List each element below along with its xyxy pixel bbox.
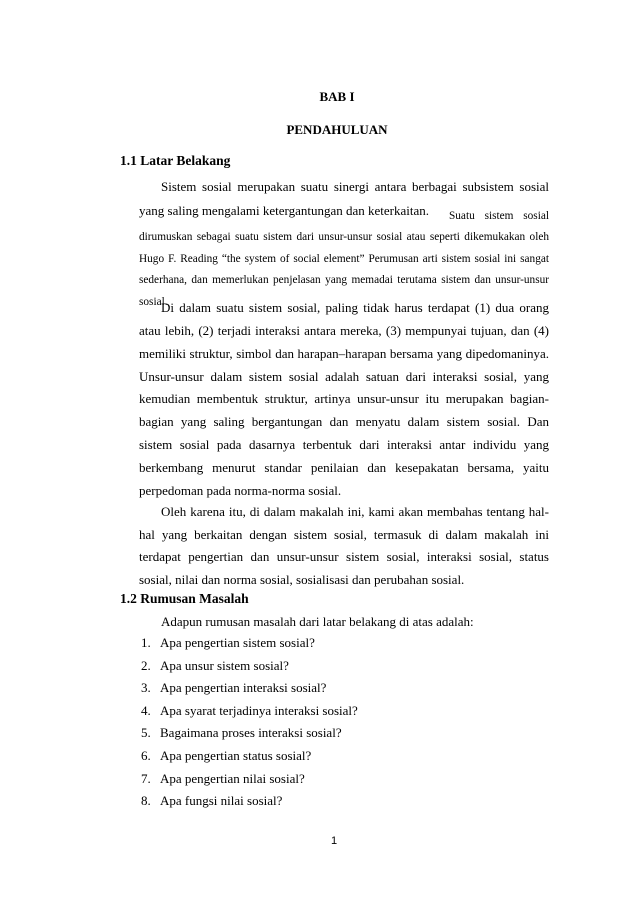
section-heading-latar-belakang: 1.1 Latar Belakang [120,153,231,168]
list-item: 5. Bagaimana proses interaksi sosial? [141,725,342,741]
paragraph-3: Oleh karena itu, di dalam makalah ini, kami akan membahas tentang hal-hal yang berkaitan dengan sistem sosial, termasuk di dalam makalah ini terdapat pengertian dan unsur-unsur sistem sosial, interaksi sosial, status sosial, nilai dan norma sosial, sosialisasi dan perubahan sosial. [139,504,549,588]
list-item: 6. Apa pengertian status sosial? [141,747,312,763]
chapter-number: BAB I [319,89,355,104]
list-item: 2. Apa unsur sistem sosial? [141,657,289,673]
list-item: 1. Apa pengertian sistem sosial? [141,635,315,650]
list-item: 8. Apa fungsi nilai sosial? [141,793,283,809]
rumusan-list [141,632,358,813]
chapter-title: PENDAHULUAN [286,122,388,137]
rumusan-intro: Adapun rumusan masalah dari latar belakang di atas adalah: [161,614,474,629]
list-item: 3. Apa pengertian interaksi sosial? [141,680,327,696]
paragraph-1a: Sistem sosial merupakan suatu sinergi antara berbagai subsistem sosial yang saling mengalami ketergantungan dan keterkaitan. [139,179,549,218]
paragraph-2: Di dalam suatu sistem sosial, paling tidak harus terdapat (1) dua orang atau lebih, (2) terjadi interaksi antara mereka, (3) mempunyai tujuan, dan (4) memiliki struktur, simbol dan harapan–harapan bersama yang dipedomaninya. Unsur-unsur dalam sistem sosial adalah satuan dari interaksi sosial, yang kemudian membentuk struktur, artinya unsur-unsur itu merupakan bagian-bagian yang saling bergantungan dan menyatu dalam sistem sosial. Dan sistem sosial pada dasarnya terbentuk dari interaksi antar individu yang berkembang menurut standar penilaian dan kesepakatan bersama, yaitu perpedoman pada norma-norma sosial. [139,300,549,498]
page-number: 1 [330,835,338,847]
paragraph-1b-text: Suatu sistem sosial dirumuskan sebagai suatu sistem dari unsur-unsur sosial atau seperti dikemukakan oleh Hugo F. Reading “the system of social element” Perumusan arti sistem sosial ini sangat sederhana, dan memerlukan penjelasan yang memadai terutama sistem dan unsur-unsur sosial. [139,210,549,308]
list-item: 4. Apa syarat terjadinya interaksi sosial? [141,702,358,718]
section-heading-rumusan-masalah: 1.2 Rumusan Masalah [120,591,249,606]
list-item: 7. Apa pengertian nilai sosial? [141,770,305,786]
